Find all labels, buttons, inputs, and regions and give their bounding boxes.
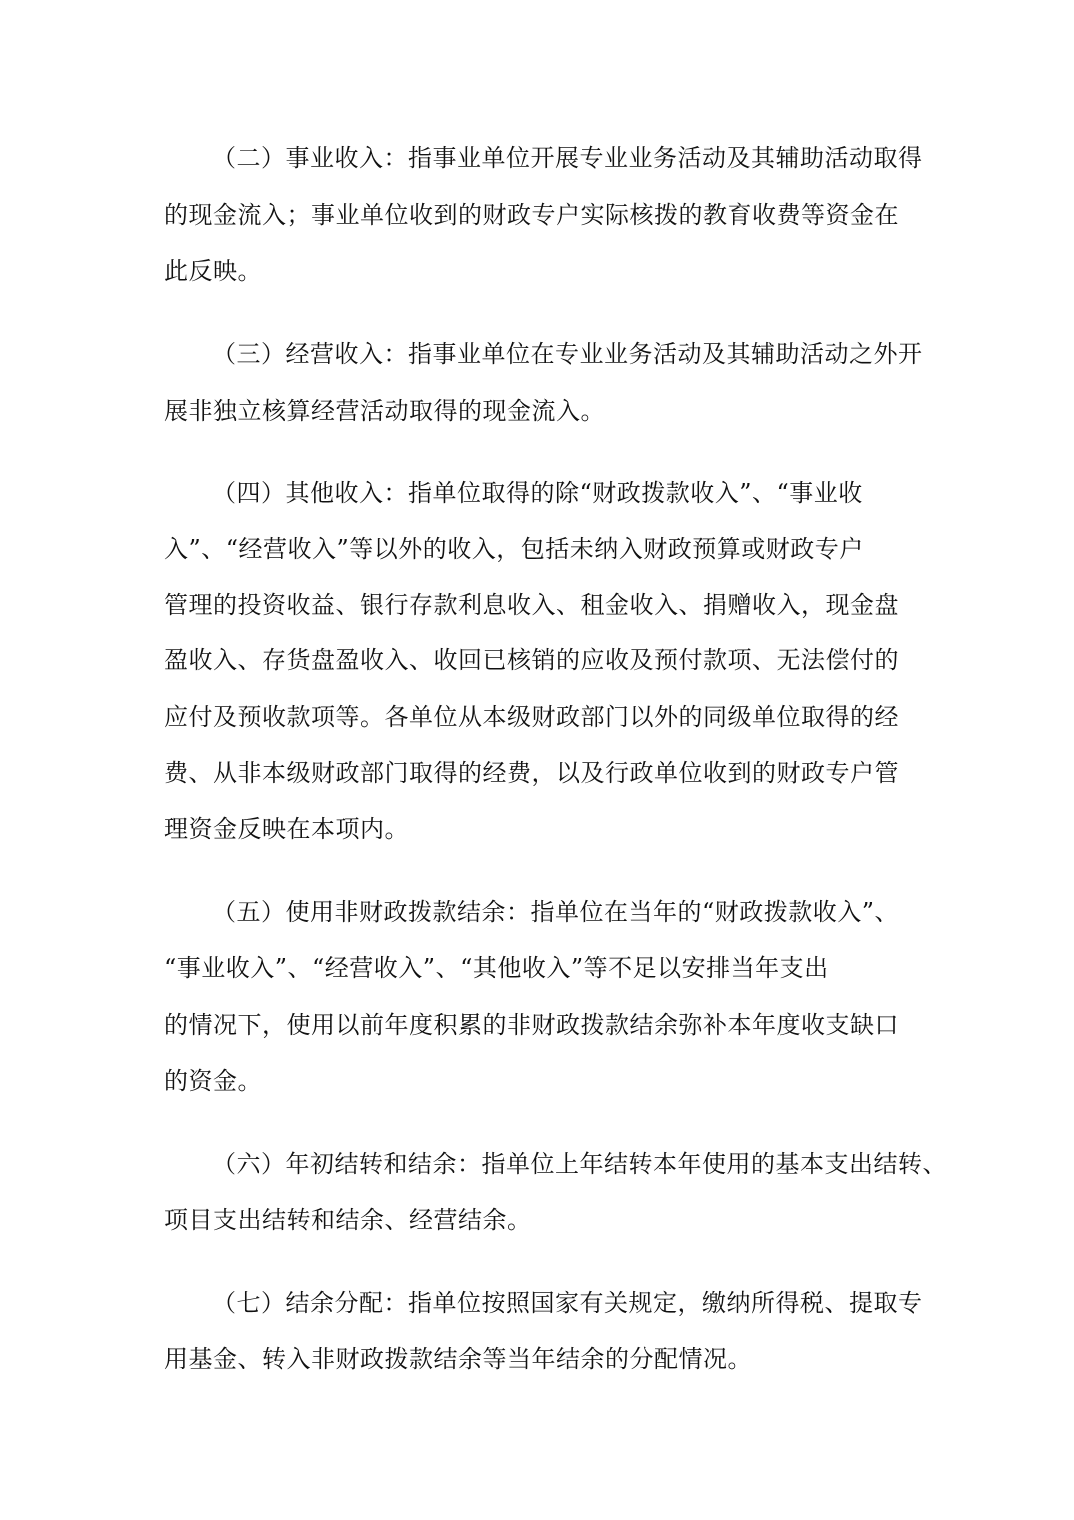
paragraph-line: 的现金流入；事业单位收到的财政专户实际核拨的教育收费等资金在 xyxy=(164,201,899,229)
paragraph-line: （四）其他收入：指单位取得的除“财政拨款收入”、“事业收 xyxy=(212,479,863,507)
paragraph-line: 应付及预收款项等。各单位从本级财政部门以外的同级单位取得的经 xyxy=(164,703,899,731)
paragraph-line: 的资金。 xyxy=(164,1067,262,1095)
paragraph-line: 费、从非本级财政部门取得的经费，以及行政单位收到的财政专户管 xyxy=(164,759,899,787)
paragraph-line: （五）使用非财政拨款结余：指单位在当年的“财政拨款收入”、 xyxy=(212,898,900,926)
paragraph-line: 盈收入、存货盘盈收入、收回已核销的应收及预付款项、无法偿付的 xyxy=(164,646,899,674)
paragraph-line: （二）事业收入：指事业单位开展专业业务活动及其辅助活动取得 xyxy=(212,144,923,172)
paragraph-line: （六）年初结转和结余：指单位上年结转本年使用的基本支出结转、 xyxy=(212,1150,947,1178)
paragraph-line: 用基金、转入非财政拨款结余等当年结余的分配情况。 xyxy=(164,1345,752,1373)
paragraph-line: 管理的投资收益、银行存款利息收入、租金收入、捐赠收入，现金盘 xyxy=(164,591,899,619)
paragraph-line: （三）经营收入：指事业单位在专业业务活动及其辅助活动之外开 xyxy=(212,340,923,368)
paragraph-line: “事业收入”、“经营收入”、“其他收入”等不足以安排当年支出 xyxy=(164,954,829,982)
paragraph-line: 入”、“经营收入”等以外的收入，包括未纳入财政预算或财政专户 xyxy=(164,535,864,563)
paragraph-line: 展非独立核算经营活动取得的现金流入。 xyxy=(164,397,605,425)
paragraph-line: （七）结余分配：指单位按照国家有关规定，缴纳所得税、提取专 xyxy=(212,1289,923,1317)
paragraph-line: 的情况下，使用以前年度积累的非财政拨款结余弥补本年度收支缺口 xyxy=(164,1011,899,1039)
paragraph-line: 项目支出结转和结余、经营结余。 xyxy=(164,1206,532,1234)
paragraph-line: 此反映。 xyxy=(164,257,262,285)
paragraph-line: 理资金反映在本项内。 xyxy=(164,815,409,843)
